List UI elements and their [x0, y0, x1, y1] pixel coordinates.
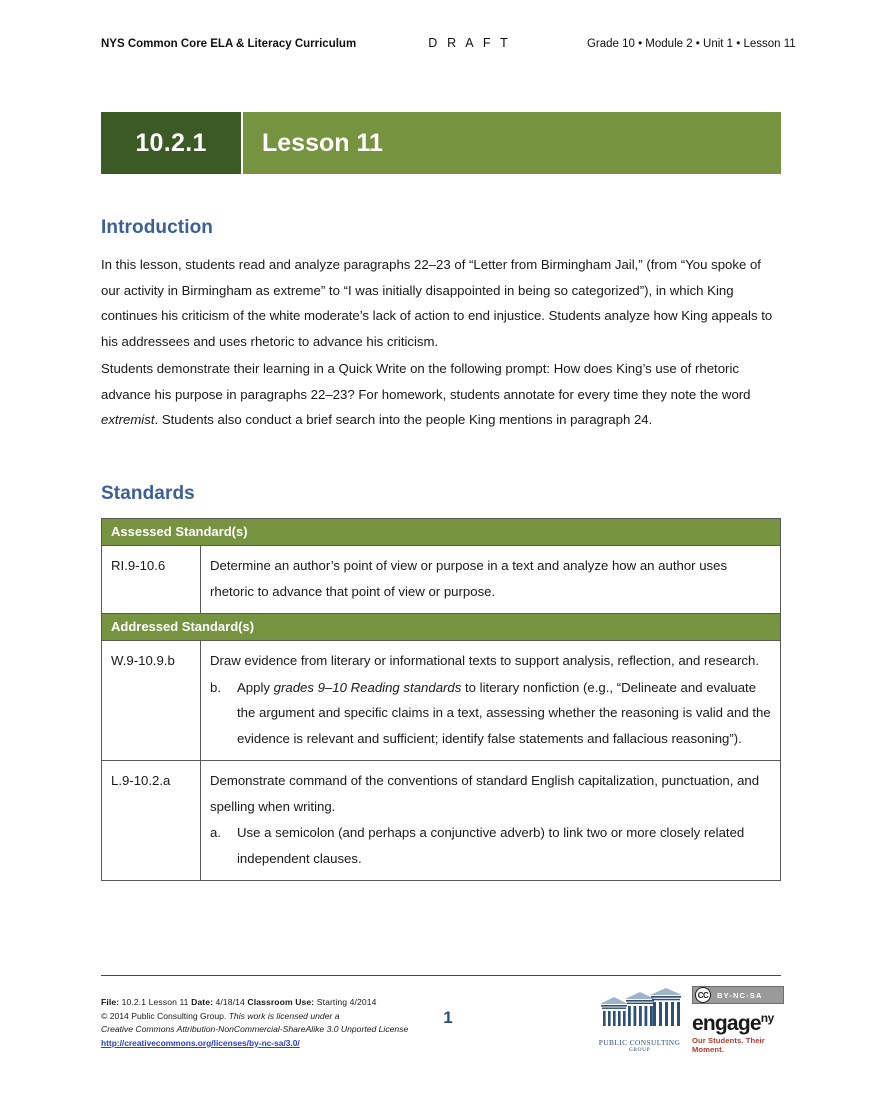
pcg-logo-caption: PUBLIC CONSULTING	[598, 1038, 681, 1047]
footer-copyright-text: © 2014 Public Consulting Group.	[101, 1010, 229, 1021]
footer-license-text-1: This work is licensed under a	[228, 1010, 340, 1021]
module-code-badge: 10.2.1	[101, 112, 241, 174]
engageny-word: engage	[692, 1012, 761, 1035]
standard-description-text: Demonstrate command of the conventions of standard English capitalization, punctuation, and spelling when writing.	[210, 773, 760, 814]
list-item	[210, 675, 771, 752]
engageny-logo-block	[692, 986, 784, 1054]
list-item-text	[237, 820, 771, 871]
footer-file-value: 10.2.1 Lesson 11	[119, 997, 192, 1007]
standard-description	[201, 761, 781, 881]
standard-description-text: Draw evidence from literary or informational texts to support analysis, reflection, and research.	[210, 653, 759, 668]
table-group-header-row	[102, 519, 781, 546]
introduction-paragraph-2-text-a: Students demonstrate their learning in a Quick Write on the following prompt: How does King’s use of rhetoric advance his purpose in paragraphs 22–23? For homework, students annotate for every time they note the word	[101, 361, 751, 402]
list-item	[210, 820, 771, 871]
footer-divider	[101, 975, 781, 976]
creative-commons-terms: BY-NC-SA	[717, 990, 763, 1000]
creative-commons-badge	[692, 986, 784, 1004]
footer-date-label: Date:	[191, 997, 214, 1007]
table-row	[102, 641, 781, 761]
curriculum-label: NYS Common Core ELA & Literacy Curriculum	[101, 38, 357, 50]
page-number: 1	[443, 1008, 453, 1027]
standard-code: L.9-10.2.a	[102, 761, 201, 881]
footer-date-value: 4/18/14	[213, 997, 248, 1007]
footer-classroom-label: Classroom Use:	[247, 997, 315, 1007]
standards-table	[101, 518, 781, 881]
list-item-text-italic: grades 9–10 Reading standards	[273, 679, 462, 695]
grade-module-unit-lesson-label: Grade 10 • Module 2 • Unit 1 • Lesson 11	[586, 38, 796, 50]
list-item-text-a: Use a semicolon (and perhaps a conjunctive adverb) to link two or more closely related independent clauses.	[237, 825, 745, 866]
pcg-logo-subcaption: GROUP	[628, 1047, 651, 1053]
draft-watermark-label: D R A F T	[428, 36, 511, 50]
engageny-wordmark	[692, 1007, 784, 1035]
creative-commons-icon: CC	[695, 987, 711, 1003]
creative-commons-license-link[interactable]: http://creativecommons.org/licenses/by-nc-sa/3.0/	[101, 1037, 300, 1048]
footer-file-label: File:	[101, 997, 120, 1007]
lesson-title: Lesson 11	[241, 112, 781, 174]
introduction-keyword-extremist: extremist	[101, 412, 155, 427]
standard-sub-list	[210, 820, 771, 871]
list-item-marker: b.	[210, 679, 221, 695]
engageny-suffix: ny	[760, 1011, 774, 1025]
introduction-paragraph-2	[101, 356, 781, 433]
standard-description	[201, 641, 781, 761]
table-group-header-row	[102, 614, 781, 641]
standard-code: RI.9-10.6	[102, 546, 201, 614]
pcg-columns-icon	[592, 988, 687, 1032]
table-row	[102, 546, 781, 614]
addressed-standards-header: Addressed Standard(s)	[102, 614, 781, 641]
footer-license-link-wrap	[101, 1037, 431, 1051]
running-header	[101, 36, 796, 54]
list-item-text-a: Apply	[237, 679, 274, 695]
assessed-standards-header: Assessed Standard(s)	[102, 519, 781, 546]
footer-classroom-value: Starting 4/2014	[314, 997, 377, 1007]
public-consulting-group-logo	[592, 988, 687, 1053]
introduction-heading: Introduction	[101, 217, 214, 238]
footer-file-line	[101, 996, 431, 1010]
footer-metadata	[101, 996, 431, 1050]
standard-code: W.9-10.9.b	[102, 641, 201, 761]
list-item-marker: a.	[210, 825, 221, 840]
introduction-paragraph-1	[101, 252, 781, 354]
standards-heading: Standards	[101, 483, 195, 504]
footer-license-text-2: Creative Commons Attribution-NonCommercial-ShareAlike 3.0 Unported License	[101, 1024, 409, 1035]
table-row	[102, 761, 781, 881]
engageny-tagline: Our Students. Their Moment.	[692, 1036, 765, 1054]
footer-copyright-line	[101, 1010, 431, 1024]
list-item-text	[237, 675, 771, 752]
standard-description: Determine an author’s point of view or purpose in a text and analyze how an author uses rhetoric to advance that point of view or purpose.	[201, 546, 781, 614]
list-item-text-b: to literary nonfiction (e.g., “Delineate and evaluate the argument and specific claims in a text, assessing whether the reasoning is valid and the evidence is relevant and sufficient; identify false statements and fallacious reasoning”).	[237, 679, 771, 746]
introduction-paragraph-1-text: In this lesson, students read and analyze paragraphs 22–23 of “Letter from Birmingham Jail,” (from “You spoke of our activity in Birmingham as extreme” to “I was initially disappointed in being so categorized”), in which King continues his criticism of the white moderate’s lack of action to end injustice. Students analyze how King appeals to his addressees and uses rhetoric to advance his criticism.	[101, 257, 773, 349]
introduction-paragraph-2-text-b: . Students also conduct a brief search into the people King mentions in paragraph 24.	[154, 412, 653, 427]
standard-sub-list	[210, 675, 771, 752]
lesson-title-banner	[101, 112, 781, 174]
